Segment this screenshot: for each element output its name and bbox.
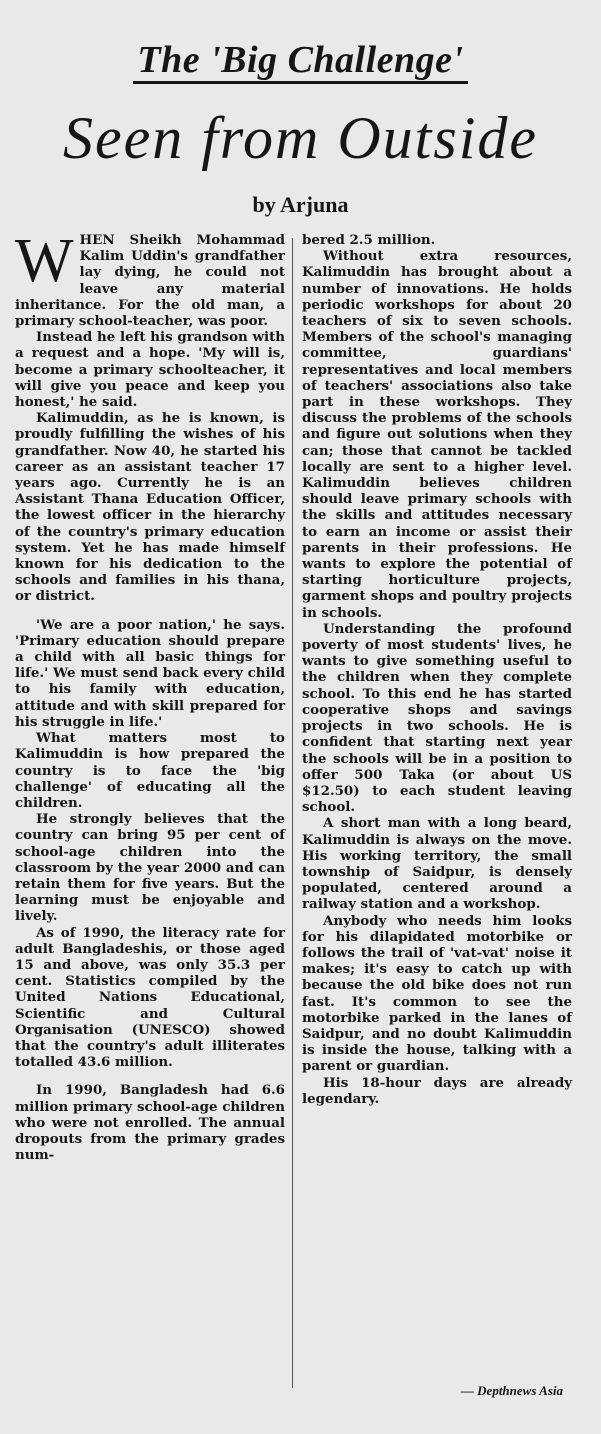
paragraph: What matters most to Kalimuddin is how prepared the country is to face the 'big challenge' of educating all the children.	[15, 730, 285, 811]
drop-cap: W	[15, 227, 74, 295]
paragraph: Anybody who needs him looks for his dilapidated motorbike or follows the trail of 'vat-vat' noise it makes; it's easy to catch up with because the old bike does not run fast. It's common to see the motorbike parked in the lanes of Saidpur, and no doubt Kalimuddin is inside the house, talking with a parent or guardian.	[302, 912, 572, 1075]
paragraph-lead	[15, 227, 285, 330]
paragraph: 'We are a poor nation,' he says. 'Primary education should prepare a child with all basic things for life.' We must send back every child to his family with education, attitude and with skill prepared for his struggle in life.'	[15, 616, 285, 730]
article-headline: Seen from Outside	[62, 105, 539, 171]
paragraph: As of 1990, the literacy rate for adult Bangladeshis, or those aged 15 and above, was only 35.3 per cent. Statistics compiled by the United Nations Educational, Scientific and Cultural Organisation (UNESCO) showed that the country's adult illiterates totalled 43.6 million.	[15, 924, 285, 1071]
lead-text: HEN Sheikh Mohammad Kalim Uddin's grandfather lay dying, he could not leave any material inheritance. For the old man, a primary school-teacher, was poor.	[15, 232, 285, 330]
paragraph-continued: bered 2.5 million.	[302, 232, 436, 248]
article-byline: by Arjuna	[252, 192, 349, 217]
paragraph: Kalimuddin, as he is known, is proudly fulfilling the wishes of his grandfather. Now 40, he started his career as an assistant teacher 17 years ago. Currently he is an Assistant Thana Education Officer, the lowest officer in the hierarchy of the country's primary education system. Yet he has made himself known for his dedication to the schools and families in his thana, or district.	[15, 410, 285, 605]
column-divider	[292, 238, 293, 1388]
article-kicker	[0, 38, 601, 82]
paragraph: Without extra resources, Kalimuddin has brought about a number of innovations. He holds periodic workshops for about 20 teachers of six to seven schools. Members of the school's managing committee, guardians' representatives and local members of teachers' associations also take part in these workshops. They discuss the problems of the schools and figure out solutions when they can; those that cannot be tackled locally are sent to a higher level. Kalimuddin believes children should leave primary schools with the skills and attitudes necessary to earn an income or assist their parents in their professions. He wants to explore the potential of starting horticulture projects, garment shops and poultry projects in schools.	[302, 248, 572, 621]
article-credit: — Depthnews Asia	[460, 1383, 563, 1398]
paragraph: Understanding the profound poverty of most students' lives, he wants to give something useful to the children when they complete school. To this end he has started cooperative shops and savings projects in two schools. He is confident that starting next year the schools will be in a position to offer 500 Taka (or about US $12.50) to each student leaving school.	[302, 620, 572, 816]
article-column-left	[15, 227, 285, 1164]
article-column-right	[302, 232, 572, 1107]
kicker-text: The 'Big Challenge'	[133, 39, 467, 84]
paragraph: In 1990, Bangladesh had 6.6 million primary school-age children who were not enrolled. The annual dropouts from the primary grades num-	[15, 1082, 285, 1164]
paragraph: Instead he left his grandson with a request and a hope. 'My will is, become a primary schoolteacher, it will give you peace and keep you honest,' he said.	[15, 329, 285, 411]
paragraph: He strongly believes that the country can bring 95 per cent of school-age children into the classroom by the year 2000 and can retain them for five years. But the learning must be enjoyable and lively.	[15, 811, 285, 925]
paragraph: His 18-hour days are already legendary.	[302, 1074, 572, 1107]
paragraph: A short man with a long beard, Kalimuddin is always on the move. His working territory, the small township of Saidpur, is densely populated, centered around a railway station and a workshop.	[302, 815, 572, 913]
